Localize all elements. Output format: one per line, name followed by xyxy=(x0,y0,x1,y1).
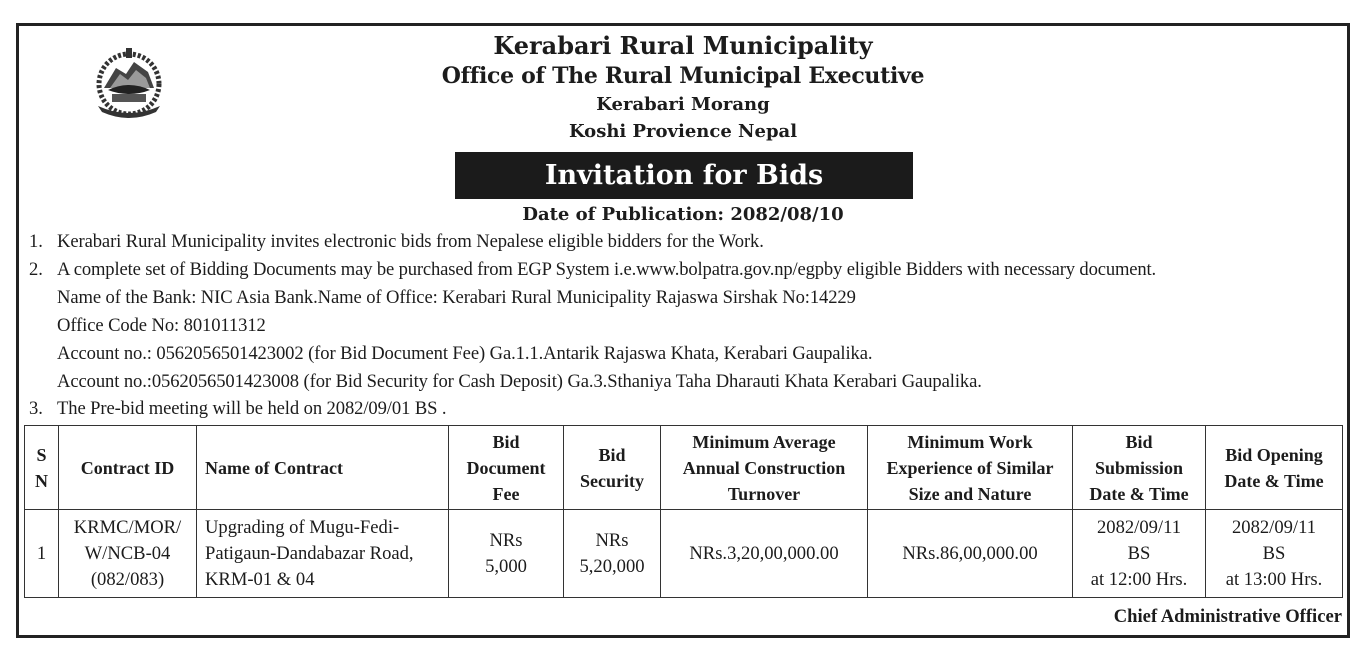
office-code: Office Code No: 801011312 xyxy=(57,315,266,336)
col-header-submission: Bid Submission Date & Time xyxy=(1073,426,1206,510)
cell-submission: 2082/09/11 BS at 12:00 Hrs. xyxy=(1073,510,1206,598)
point-text: A complete set of Bidding Documents may be purchased from EGP System i.e.www.bolpatra.gov.np/egpby eligible Bidders with necessary document. xyxy=(57,259,1157,280)
point-text: Kerabari Rural Municipality invites electronic bids from Nepalese eligible bidders for the Work. xyxy=(57,231,764,252)
point-number: 3. xyxy=(29,398,43,419)
bank-info: Name of the Bank: NIC Asia Bank.Name of Office: Kerabari Rural Municipality Rajaswa Sirshak No:14229 xyxy=(57,287,856,308)
table-header-row xyxy=(25,426,1343,510)
cell-contract-name: Upgrading of Mugu-Fedi- Patigaun-Dandabazar Road, KRM-01 & 04 xyxy=(197,510,449,598)
cell-security: NRs 5,20,000 xyxy=(564,510,661,598)
cell-doc-fee: NRs 5,000 xyxy=(449,510,564,598)
org-name: Kerabari Rural Municipality xyxy=(493,31,873,60)
col-header-contract-id: Contract ID xyxy=(59,426,197,510)
bids-table xyxy=(24,425,1343,598)
cell-turnover: NRs.3,20,00,000.00 xyxy=(661,510,868,598)
col-header-doc-fee: Bid Document Fee xyxy=(449,426,564,510)
cell-sn: 1 xyxy=(25,510,59,598)
col-header-sn: S N xyxy=(25,426,59,510)
account-doc-fee: Account no.: 0562056501423002 (for Bid Document Fee) Ga.1.1.Antarik Rajaswa Khata, Kerabari Gaupalika. xyxy=(57,343,873,364)
office-name: Office of The Rural Municipal Executive xyxy=(441,63,925,89)
col-header-name: Name of Contract xyxy=(197,426,449,510)
point-number: 1. xyxy=(29,231,43,252)
table-row xyxy=(25,510,1343,598)
col-header-opening: Bid Opening Date & Time xyxy=(1206,426,1343,510)
cell-opening: 2082/09/11 BS at 13:00 Hrs. xyxy=(1206,510,1343,598)
province: Koshi Provience Nepal xyxy=(568,121,798,142)
point-number: 2. xyxy=(29,259,43,280)
account-bid-security: Account no.:0562056501423008 (for Bid Security for Cash Deposit) Ga.3.Sthaniya Taha Dharauti Khata Kerabari Gaupalika. xyxy=(57,371,982,392)
point-text: The Pre-bid meeting will be held on 2082/09/01 BS . xyxy=(57,398,447,419)
col-header-turnover: Minimum Average Annual Construction Turnover xyxy=(661,426,868,510)
col-header-experience: Minimum Work Experience of Similar Size and Nature xyxy=(868,426,1073,510)
location: Kerabari Morang xyxy=(596,94,770,115)
cell-contract-id: KRMC/MOR/ W/NCB-04 (082/083) xyxy=(59,510,197,598)
cell-experience: NRs.86,00,000.00 xyxy=(868,510,1073,598)
page-title: Invitation for Bids xyxy=(455,152,913,199)
col-header-security: Bid Security xyxy=(564,426,661,510)
publication-date: Date of Publication: 2082/08/10 xyxy=(522,204,844,225)
signature-title: Chief Administrative Officer xyxy=(1113,606,1342,627)
